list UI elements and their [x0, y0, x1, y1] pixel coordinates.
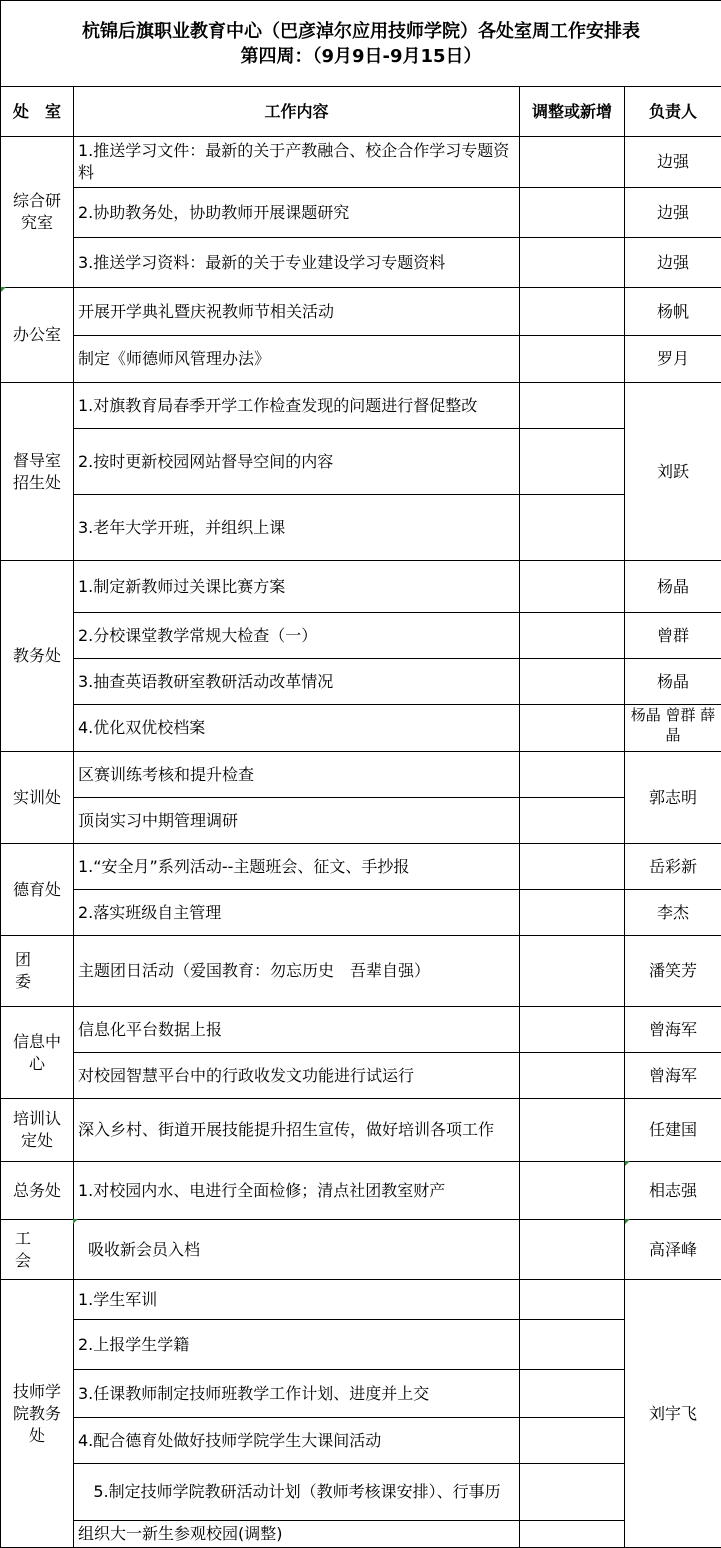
table-row: [1, 1162, 721, 1220]
adjust-cell: [520, 613, 625, 659]
owner-cell: 高泽峰: [625, 1220, 721, 1280]
owner-cell: 任建国: [625, 1099, 721, 1162]
adjust-cell: [520, 844, 625, 890]
owner-cell: 潘笑芳: [625, 936, 721, 1007]
cell-comment-marker: [625, 1161, 630, 1166]
work-cell: 3.抽查英语教研室教研活动改革情况: [74, 659, 520, 705]
adjust-cell: [520, 890, 625, 936]
work-cell: 深入乡村、街道开展技能提升招生宣传，做好培训各项工作: [74, 1099, 520, 1162]
adjust-cell: [520, 188, 625, 238]
adjust-cell: [520, 1007, 625, 1053]
title-line-2: 第四周：（9月9日-9月15日）: [1, 44, 721, 69]
table-row: [1, 495, 721, 561]
owner-cell: 岳彩新: [625, 844, 721, 890]
owner-cell: 边强: [625, 238, 721, 288]
dept-cell: [1, 936, 74, 1007]
work-cell: 吸收新会员入档: [74, 1220, 520, 1280]
owner-cell: 边强: [625, 188, 721, 238]
work-cell: 对校园智慧平台中的行政收发文功能进行试运行: [74, 1053, 520, 1099]
owner-cell: 杨晶: [625, 659, 721, 705]
table-row: [1, 288, 721, 336]
owner-cell: 边强: [625, 137, 721, 188]
dept-label: 督导室招生处: [1, 450, 73, 494]
work-cell: 1.学生军训: [74, 1280, 520, 1320]
work-cell: 1.对校园内水、电进行全面检修；清点社团教室财产: [74, 1162, 520, 1220]
work-cell: 2.落实班级自主管理: [74, 890, 520, 936]
title-line-1: 杭锦后旗职业教育中心（巴彦淖尔应用技师学院）各处室周工作安排表: [1, 19, 721, 44]
header-work: 工作内容: [74, 87, 520, 137]
header-row: [1, 87, 721, 137]
dept-cell: 总务处: [1, 1162, 74, 1220]
adjust-cell: [520, 1521, 625, 1548]
dept-label: 团委: [15, 950, 59, 991]
table-row: [1, 1220, 721, 1280]
table-row: [1, 1053, 721, 1099]
dept-cell: 教务处: [1, 561, 74, 752]
table-row: [1, 429, 721, 495]
table-row: [1, 383, 721, 429]
dept-cell: 德育处: [1, 844, 74, 936]
table-row: [1, 188, 721, 238]
header-adjust: 调整或新增: [520, 87, 625, 137]
table-row: [1, 936, 721, 1007]
owner-cell: 曾群: [625, 613, 721, 659]
work-cell: 制定《师德师风管理办法》: [74, 336, 520, 383]
sheet-title: [1, 1, 721, 87]
owner-cell: 刘宇飞: [625, 1280, 721, 1548]
adjust-cell: [520, 1280, 625, 1320]
adjust-cell: [520, 798, 625, 844]
owner-cell: 杨晶: [625, 561, 721, 613]
dept-cell: [1, 1007, 74, 1099]
table-row: [1, 798, 721, 844]
table-row: [1, 752, 721, 798]
owner-cell: 李杰: [625, 890, 721, 936]
work-cell: 顶岗实习中期管理调研: [74, 798, 520, 844]
work-cell: 区赛训练考核和提升检查: [74, 752, 520, 798]
work-cell: 3.任课教师制定技师班教学工作计划、进度并上交: [74, 1370, 520, 1418]
cell-comment-marker: [73, 1219, 78, 1224]
adjust-cell: [520, 752, 625, 798]
adjust-cell: [520, 1464, 625, 1521]
table-row: [1, 561, 721, 613]
owner-cell: 罗月: [625, 336, 721, 383]
work-cell: 3.老年大学开班，并组织上课: [74, 495, 520, 561]
dept-cell: [1, 137, 74, 288]
table-row: [1, 844, 721, 890]
adjust-cell: [520, 383, 625, 429]
dept-cell: [1, 1099, 74, 1162]
work-cell: 1.“安全月”系列活动--主题班会、征文、手抄报: [74, 844, 520, 890]
adjust-cell: [520, 238, 625, 288]
adjust-cell: [520, 1053, 625, 1099]
work-cell: 1.推送学习文件：最新的关于产教融合、校企合作学习专题资料: [74, 137, 520, 188]
adjust-cell: [520, 288, 625, 336]
table-row: [1, 1521, 721, 1548]
dept-cell: 办公室: [1, 288, 74, 383]
dept-label: 技师学院教务处: [1, 1381, 73, 1447]
cell-comment-marker: [625, 1219, 630, 1224]
adjust-cell: [520, 1099, 625, 1162]
dept-label: 信息中心: [1, 1031, 73, 1075]
table-row: [1, 1007, 721, 1053]
owner-cell: 杨帆: [625, 288, 721, 336]
table-row: [1, 659, 721, 705]
work-cell: 4.优化双优校档案: [74, 705, 520, 752]
work-cell: 组织大一新生参观校园(调整): [74, 1521, 520, 1548]
table-row: [1, 1099, 721, 1162]
header-dept: 处 室: [1, 87, 74, 137]
adjust-cell: [520, 1370, 625, 1418]
adjust-cell: [520, 705, 625, 752]
work-cell: 2.按时更新校园网站督导空间的内容: [74, 429, 520, 495]
table-row: [1, 1464, 721, 1521]
adjust-cell: [520, 495, 625, 561]
dept-cell: [1, 1220, 74, 1280]
adjust-cell: [520, 659, 625, 705]
dept-label: 综合研究室: [1, 190, 73, 234]
dept-label: 工会: [15, 1229, 59, 1270]
table-row: [1, 1370, 721, 1418]
work-cell: 4.配合德育处做好技师学院学生大课间活动: [74, 1418, 520, 1464]
adjust-cell: [520, 137, 625, 188]
work-cell: 3.推送学习资料：最新的关于专业建设学习专题资料: [74, 238, 520, 288]
table-row: [1, 890, 721, 936]
table-row: [1, 1280, 721, 1320]
adjust-cell: [520, 336, 625, 383]
header-owner: 负责人: [625, 87, 721, 137]
table-row: [1, 137, 721, 188]
table-row: [1, 238, 721, 288]
work-cell: 主题团日活动（爱国教育：勿忘历史 吾辈自强）: [74, 936, 520, 1007]
table-row: [1, 1418, 721, 1464]
work-cell: 2.协助教务处，协助教师开展课题研究: [74, 188, 520, 238]
work-cell: 1.对旗教育局春季开学工作检查发现的问题进行督促整改: [74, 383, 520, 429]
owner-cell: 杨晶 曾群 薛晶: [625, 705, 721, 752]
dept-cell: 实训处: [1, 752, 74, 844]
adjust-cell: [520, 1162, 625, 1220]
cell-comment-marker: [1, 287, 6, 292]
work-cell: 1.制定新教师过关课比赛方案: [74, 561, 520, 613]
dept-cell: [1, 383, 74, 561]
owner-cell: 郭志明: [625, 752, 721, 844]
work-cell: 2.分校课堂教学常规大检查（一）: [74, 613, 520, 659]
dept-label: 培训认定处: [1, 1108, 73, 1152]
title-row: [1, 1, 721, 87]
adjust-cell: [520, 429, 625, 495]
adjust-cell: [520, 1320, 625, 1370]
dept-cell: [1, 1280, 74, 1548]
owner-cell: 曾海军: [625, 1053, 721, 1099]
adjust-cell: [520, 1418, 625, 1464]
adjust-cell: [520, 561, 625, 613]
table-row: [1, 705, 721, 752]
owner-cell: 相志强: [625, 1162, 721, 1220]
work-cell: 2.上报学生学籍: [74, 1320, 520, 1370]
work-cell: 信息化平台数据上报: [74, 1007, 520, 1053]
owner-cell: 刘跃: [625, 383, 721, 561]
table-row: [1, 613, 721, 659]
table-row: [1, 1320, 721, 1370]
work-cell: 开展开学典礼暨庆祝教师节相关活动: [74, 288, 520, 336]
work-cell: 5.制定技师学院教研活动计划（教师考核课安排）、行事历: [74, 1464, 520, 1521]
owner-cell: 曾海军: [625, 1007, 721, 1053]
adjust-cell: [520, 936, 625, 1007]
adjust-cell: [520, 1220, 625, 1280]
table-row: [1, 336, 721, 383]
